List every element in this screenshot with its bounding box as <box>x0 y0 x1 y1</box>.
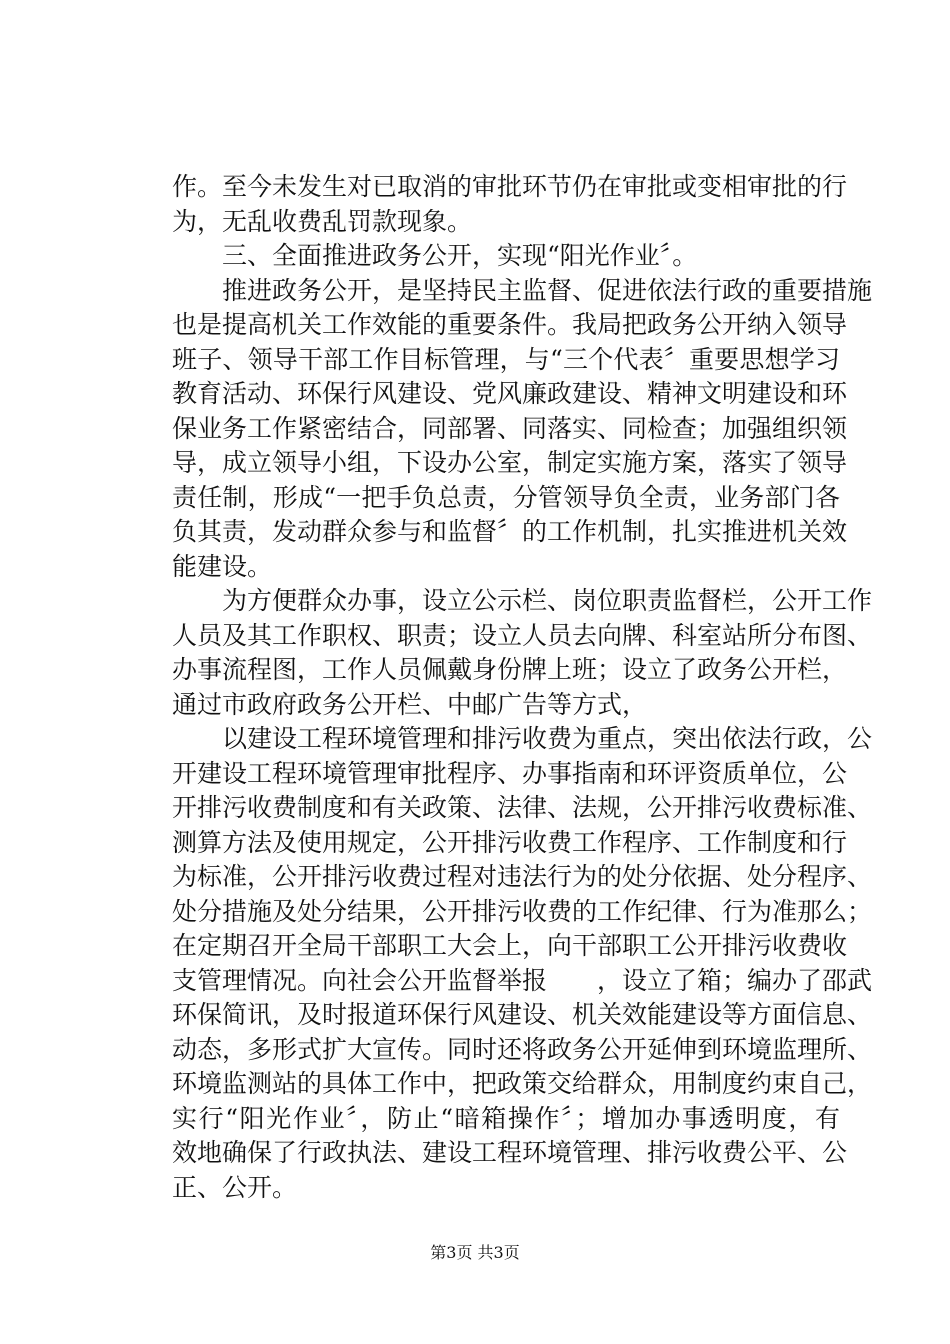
paragraph-line: 实行“阳光作业〞，防止“暗箱操作〞；增加办事透明度，有 <box>172 1103 840 1133</box>
paragraph-line: 保业务工作紧密结合，同部署、同落实、同检查；加强组织领 <box>172 413 848 443</box>
paragraph-line: 以建设工程环境管理和排污收费为重点，突出依法行政，公 <box>222 724 873 753</box>
paragraph-line: 导，成立领导小组，下设办公室，制定实施方案，落实了领导 <box>172 448 848 477</box>
paragraph-line: 为方便群众办事，设立公示栏、岗位职责监督栏，公开工作 <box>222 586 873 615</box>
paragraph-line: 通过市政府政务公开栏、中邮广告等方式， <box>172 689 648 719</box>
page-footer: 第3页 共3页 <box>430 1243 520 1262</box>
paragraph-line: 办事流程图，工作人员佩戴身份牌上班；设立了政务公开栏， <box>172 655 848 684</box>
paragraph-line: 三、全面推进政务公开，实现“阳光作业〞。 <box>222 241 698 270</box>
paragraph-line: 在定期召开全局干部职工大会上，向干部职工公开排污收费收 <box>172 931 848 960</box>
paragraph-line: 开排污收费制度和有关政策、法律、法规，公开排污收费标准、 <box>172 793 873 822</box>
paragraph-line: 推进政务公开，是坚持民主监督、促进依法行政的重要措施 <box>222 275 873 305</box>
paragraph-line: 处分措施及处分结果，公开排污收费的工作纪律、行为准那么； <box>172 896 873 926</box>
paragraph-line: 开建设工程环境管理审批程序、办事指南和环评资质单位，公 <box>172 758 848 788</box>
paragraph-line: 正、公开。 <box>172 1172 298 1202</box>
paragraph-line: 能建设。 <box>172 551 273 581</box>
paragraph-line: 测算方法及使用规定，公开排污收费工作程序、工作制度和行 <box>172 827 848 857</box>
paragraph-line: 教育活动、环保行风建设、党风廉政建设、精神文明建设和环 <box>172 379 848 408</box>
paragraph-line: 为，无乱收费乱罚款现象。 <box>172 206 473 236</box>
paragraph-line: 责任制，形成“一把手负总责，分管领导负全责，业务部门各 <box>172 482 840 512</box>
paragraph <box>172 584 873 722</box>
paragraph-line: 也是提高机关工作效能的重要条件。我局把政务公开纳入领导 <box>172 310 848 339</box>
paragraph-line: 作。至今未发生对已取消的审批环节仍在审批或变相审批的行 <box>172 172 848 201</box>
paragraph <box>172 722 873 1205</box>
paragraph-line: 为标准，公开排污收费过程对违法行为的处分依据、处分程序、 <box>172 862 873 891</box>
paragraph-line: 动态，多形式扩大宣传。同时还将政务公开延伸到环境监理所、 <box>172 1034 873 1064</box>
paragraph <box>172 274 873 585</box>
paragraph-line: 环保简讯，及时报道环保行风建设、机关效能建设等方面信息、 <box>172 1000 873 1029</box>
paragraph-line: 负其责，发动群众参与和监督〞的工作机制，扎实推进机关效 <box>172 517 848 546</box>
paragraph-line: 效地确保了行政执法、建设工程环境管理、排污收费公平、公 <box>172 1138 848 1167</box>
paragraph <box>172 239 840 274</box>
paragraph-line: 班子、领导干部工作目标管理，与“三个代表〞重要思想学习 <box>172 344 840 374</box>
paragraph-line: 环境监测站的具体工作中，把政策交给群众，用制度约束自己， <box>172 1069 873 1098</box>
paragraph-line: 人员及其工作职权、职责；设立人员去向牌、科室站所分布图、 <box>172 620 873 650</box>
paragraph <box>172 170 848 239</box>
document-body <box>172 170 873 1205</box>
paragraph-line: 支管理情况。向社会公开监督举报 ，设立了箱；编办了邵武 <box>172 965 873 995</box>
